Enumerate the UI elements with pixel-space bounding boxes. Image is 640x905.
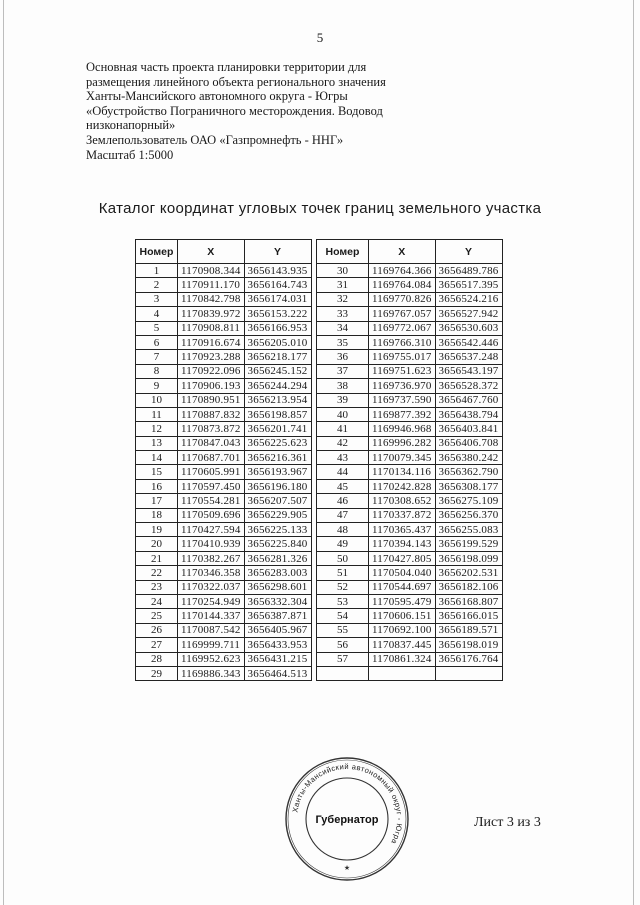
cell-point-number: 3 (136, 292, 178, 306)
governor-seal (283, 755, 411, 883)
table-row (136, 566, 312, 580)
cell-point-number: 53 (317, 594, 369, 608)
header-line: Ханты-Мансийского автономного округа - Югры (86, 89, 348, 104)
cell-point-number: 44 (317, 465, 369, 479)
cell-y: 3656201.741 (244, 422, 311, 436)
cell-y: 3656403.841 (435, 422, 502, 436)
cell-point-number: 30 (317, 264, 369, 278)
cell-point-number: 49 (317, 537, 369, 551)
cell-x: 1170842.798 (178, 292, 245, 306)
cell-point-number: 4 (136, 307, 178, 321)
column-header-number: Номер (317, 240, 369, 264)
table-row (317, 451, 503, 465)
cell-point-number: 24 (136, 594, 178, 608)
cell-x: 1170687.701 (178, 451, 245, 465)
cell-x: 1170365.437 (369, 523, 436, 537)
cell-y: 3656193.967 (244, 465, 311, 479)
cell-y: 3656275.109 (435, 494, 502, 508)
cell-x: 1169736.970 (369, 379, 436, 393)
cell-point-number: 36 (317, 350, 369, 364)
catalog-title: Каталог координат угловых точек границ земельного участка (98, 200, 542, 217)
table-row (136, 594, 312, 608)
cell-point-number: 43 (317, 451, 369, 465)
table-row (136, 379, 312, 393)
cell-point-number (317, 666, 369, 680)
page-number: 5 (316, 30, 324, 45)
table-row (317, 551, 503, 565)
cell-y: 3656225.133 (244, 523, 311, 537)
table-row (136, 278, 312, 292)
cell-y: 3656298.601 (244, 580, 311, 594)
cell-point-number: 11 (136, 407, 178, 421)
table-header-row (317, 240, 503, 264)
cell-point-number: 41 (317, 422, 369, 436)
cell-y: 3656198.019 (435, 638, 502, 652)
cell-y: 3656143.935 (244, 264, 311, 278)
cell-x: 1170322.037 (178, 580, 245, 594)
cell-point-number: 20 (136, 537, 178, 551)
cell-point-number: 9 (136, 379, 178, 393)
table-row (136, 335, 312, 349)
cell-x: 1170144.337 (178, 609, 245, 623)
table-row (317, 537, 503, 551)
table-row (136, 465, 312, 479)
seal-ring-text: Ханты-Мансийский автономный округ - Югра (290, 761, 405, 846)
table-row (136, 666, 312, 680)
sheet-label: Лист 3 из 3 (474, 815, 541, 830)
cell-y: 3656198.857 (244, 407, 311, 421)
cell-y: 3656406.708 (435, 436, 502, 450)
cell-point-number: 57 (317, 652, 369, 666)
cell-x: 1170427.594 (178, 523, 245, 537)
cell-y: 3656256.370 (435, 508, 502, 522)
coordinates-table-right (316, 239, 503, 681)
cell-point-number: 29 (136, 666, 178, 680)
table-row (317, 479, 503, 493)
column-header-y: Y (435, 240, 502, 264)
table-row (136, 551, 312, 565)
cell-point-number: 16 (136, 479, 178, 493)
coordinates-table-left (135, 239, 312, 681)
cell-point-number: 18 (136, 508, 178, 522)
cell-y: 3656216.361 (244, 451, 311, 465)
cell-point-number: 33 (317, 307, 369, 321)
table-row (136, 321, 312, 335)
cell-y: 3656438.794 (435, 407, 502, 421)
table-row (317, 580, 503, 594)
cell-x: 1170923.288 (178, 350, 245, 364)
cell-y: 3656198.099 (435, 551, 502, 565)
cell-x: 1170908.344 (178, 264, 245, 278)
cell-x: 1169886.343 (178, 666, 245, 680)
table-row (317, 422, 503, 436)
table-row (136, 393, 312, 407)
column-header-number: Номер (136, 240, 178, 264)
table-row (136, 652, 312, 666)
cell-x: 1170544.697 (369, 580, 436, 594)
cell-x: 1170873.872 (178, 422, 245, 436)
table-row (317, 623, 503, 637)
table-row (136, 494, 312, 508)
table-row (317, 278, 503, 292)
cell-y: 3656207.507 (244, 494, 311, 508)
table-row (136, 508, 312, 522)
cell-y: 3656387.871 (244, 609, 311, 623)
cell-y: 3656281.326 (244, 551, 311, 565)
cell-x: 1169751.623 (369, 364, 436, 378)
cell-point-number: 13 (136, 436, 178, 450)
column-header-x: X (369, 240, 436, 264)
cell-y: 3656332.304 (244, 594, 311, 608)
cell-y: 3656380.242 (435, 451, 502, 465)
header-line: размещения линейного объекта регионального значения (86, 74, 386, 89)
column-header-y: Y (244, 240, 311, 264)
cell-point-number: 47 (317, 508, 369, 522)
table-row (317, 566, 503, 580)
cell-y: 3656153.222 (244, 307, 311, 321)
cell-y: 3656229.905 (244, 508, 311, 522)
column-header-x: X (178, 240, 245, 264)
table-row (317, 609, 503, 623)
table-row (317, 393, 503, 407)
cell-x: 1169772.067 (369, 321, 436, 335)
cell-x: 1170079.345 (369, 451, 436, 465)
cell-y: 3656405.967 (244, 623, 311, 637)
cell-point-number: 26 (136, 623, 178, 637)
cell-x: 1170254.949 (178, 594, 245, 608)
cell-y: 3656202.531 (435, 566, 502, 580)
table-row (317, 379, 503, 393)
table-row (317, 364, 503, 378)
cell-point-number: 19 (136, 523, 178, 537)
table-row (136, 451, 312, 465)
table-row (136, 638, 312, 652)
cell-point-number: 50 (317, 551, 369, 565)
cell-x: 1169767.057 (369, 307, 436, 321)
cell-y: 3656431.215 (244, 652, 311, 666)
cell-y: 3656176.764 (435, 652, 502, 666)
cell-y: 3656527.942 (435, 307, 502, 321)
table-row (317, 494, 503, 508)
table-row (136, 407, 312, 421)
table-row (317, 594, 503, 608)
cell-point-number: 7 (136, 350, 178, 364)
cell-x: 1170839.972 (178, 307, 245, 321)
cell-x: 1170887.832 (178, 407, 245, 421)
cell-point-number: 28 (136, 652, 178, 666)
cell-x: 1170242.828 (369, 479, 436, 493)
cell-point-number: 37 (317, 364, 369, 378)
cell-y: 3656205.010 (244, 335, 311, 349)
table-row (136, 422, 312, 436)
cell-point-number: 55 (317, 623, 369, 637)
cell-point-number: 21 (136, 551, 178, 565)
table-row (136, 523, 312, 537)
cell-y: 3656433.953 (244, 638, 311, 652)
table-row (317, 264, 503, 278)
right-page-edge (633, 0, 634, 905)
cell-x: 1170597.450 (178, 479, 245, 493)
cell-y: 3656489.786 (435, 264, 502, 278)
cell-x: 1169946.968 (369, 422, 436, 436)
cell-y: 3656537.248 (435, 350, 502, 364)
cell-y: 3656362.790 (435, 465, 502, 479)
cell-point-number: 46 (317, 494, 369, 508)
cell-point-number: 38 (317, 379, 369, 393)
cell-x: 1170847.043 (178, 436, 245, 450)
cell-x: 1170427.805 (369, 551, 436, 565)
table-row (317, 436, 503, 450)
table-row (317, 666, 503, 680)
cell-x: 1169755.017 (369, 350, 436, 364)
cell-y: 3656225.840 (244, 537, 311, 551)
cell-y: 3656464.513 (244, 666, 311, 680)
cell-x: 1169877.392 (369, 407, 436, 421)
cell-x: 1169770.826 (369, 292, 436, 306)
cell-y: 3656245.152 (244, 364, 311, 378)
seal-star-icon: ★ (343, 865, 351, 872)
cell-x: 1170890.951 (178, 393, 245, 407)
cell-point-number: 10 (136, 393, 178, 407)
table-row (136, 436, 312, 450)
cell-y: 3656164.743 (244, 278, 311, 292)
header-line: «Обустройство Пограничного месторождения. Водовод (86, 103, 383, 118)
cell-x: 1169764.084 (369, 278, 436, 292)
cell-y: 3656166.015 (435, 609, 502, 623)
cell-y: 3656283.003 (244, 566, 311, 580)
cell-point-number: 42 (317, 436, 369, 450)
cell-x: 1170605.991 (178, 465, 245, 479)
cell-point-number: 8 (136, 364, 178, 378)
cell-x (369, 666, 436, 680)
cell-point-number: 40 (317, 407, 369, 421)
cell-y: 3656528.372 (435, 379, 502, 393)
cell-point-number: 54 (317, 609, 369, 623)
table-row (317, 307, 503, 321)
table-row (317, 350, 503, 364)
cell-point-number: 5 (136, 321, 178, 335)
document-header (86, 60, 416, 162)
left-page-edge (3, 0, 4, 905)
cell-y: 3656174.031 (244, 292, 311, 306)
table-row (136, 537, 312, 551)
header-line: Основная часть проекта планировки территории для (86, 60, 367, 74)
cell-x: 1170509.696 (178, 508, 245, 522)
cell-x: 1170692.100 (369, 623, 436, 637)
cell-x: 1169999.711 (178, 638, 245, 652)
cell-x: 1169764.366 (369, 264, 436, 278)
cell-point-number: 2 (136, 278, 178, 292)
cell-y: 3656225.623 (244, 436, 311, 450)
table-row (136, 350, 312, 364)
cell-y: 3656196.180 (244, 479, 311, 493)
cell-x: 1170554.281 (178, 494, 245, 508)
cell-x: 1169952.623 (178, 652, 245, 666)
cell-y: 3656543.197 (435, 364, 502, 378)
cell-x: 1170346.358 (178, 566, 245, 580)
cell-x: 1170606.151 (369, 609, 436, 623)
cell-x: 1170337.872 (369, 508, 436, 522)
cell-x: 1170916.674 (178, 335, 245, 349)
cell-x: 1170308.652 (369, 494, 436, 508)
table-row (317, 321, 503, 335)
cell-point-number: 15 (136, 465, 178, 479)
cell-y: 3656255.083 (435, 523, 502, 537)
cell-y: 3656168.807 (435, 594, 502, 608)
cell-point-number: 31 (317, 278, 369, 292)
cell-point-number: 23 (136, 580, 178, 594)
table-row (136, 623, 312, 637)
table-row (136, 292, 312, 306)
cell-x: 1170410.939 (178, 537, 245, 551)
cell-y: 3656182.106 (435, 580, 502, 594)
cell-x: 1170911.170 (178, 278, 245, 292)
table-row (317, 508, 503, 522)
cell-point-number: 6 (136, 335, 178, 349)
table-row (136, 479, 312, 493)
cell-point-number: 14 (136, 451, 178, 465)
cell-y: 3656308.177 (435, 479, 502, 493)
header-line: Землепользователь ОАО «Газпромнефть - ННГ» (86, 132, 344, 147)
cell-point-number: 45 (317, 479, 369, 493)
cell-point-number: 48 (317, 523, 369, 537)
cell-x: 1170595.479 (369, 594, 436, 608)
cell-point-number: 51 (317, 566, 369, 580)
cell-point-number: 17 (136, 494, 178, 508)
cell-point-number: 12 (136, 422, 178, 436)
cell-point-number: 35 (317, 335, 369, 349)
table-row (136, 364, 312, 378)
table-header-row (136, 240, 312, 264)
cell-y: 3656467.760 (435, 393, 502, 407)
cell-x: 1170134.116 (369, 465, 436, 479)
cell-x: 1170394.143 (369, 537, 436, 551)
cell-y: 3656542.446 (435, 335, 502, 349)
table-row (317, 335, 503, 349)
cell-x: 1169737.590 (369, 393, 436, 407)
cell-point-number: 22 (136, 566, 178, 580)
cell-y: 3656218.177 (244, 350, 311, 364)
cell-x: 1169996.282 (369, 436, 436, 450)
table-row (136, 580, 312, 594)
cell-x: 1169766.310 (369, 335, 436, 349)
cell-y: 3656189.571 (435, 623, 502, 637)
cell-y: 3656166.953 (244, 321, 311, 335)
cell-point-number: 52 (317, 580, 369, 594)
table-row (317, 652, 503, 666)
seal-center-text: Губернатор (315, 814, 379, 826)
cell-point-number: 32 (317, 292, 369, 306)
cell-point-number: 39 (317, 393, 369, 407)
cell-point-number: 1 (136, 264, 178, 278)
cell-point-number: 34 (317, 321, 369, 335)
cell-x: 1170382.267 (178, 551, 245, 565)
cell-x: 1170861.324 (369, 652, 436, 666)
table-row (317, 292, 503, 306)
table-row (136, 307, 312, 321)
table-row (317, 465, 503, 479)
table-row (136, 264, 312, 278)
cell-y: 3656524.216 (435, 292, 502, 306)
header-line: низконапорный» (86, 118, 176, 133)
table-row (317, 523, 503, 537)
table-row (317, 407, 503, 421)
cell-y: 3656199.529 (435, 537, 502, 551)
cell-point-number: 56 (317, 638, 369, 652)
cell-x: 1170504.040 (369, 566, 436, 580)
cell-point-number: 27 (136, 638, 178, 652)
cell-x: 1170922.096 (178, 364, 245, 378)
header-line: Масштаб 1:5000 (86, 147, 174, 162)
cell-y: 3656517.395 (435, 278, 502, 292)
table-row (136, 609, 312, 623)
cell-x: 1170908.811 (178, 321, 245, 335)
cell-point-number: 25 (136, 609, 178, 623)
table-row (317, 638, 503, 652)
cell-y (435, 666, 502, 680)
cell-x: 1170906.193 (178, 379, 245, 393)
cell-y: 3656213.954 (244, 393, 311, 407)
cell-y: 3656530.603 (435, 321, 502, 335)
cell-y: 3656244.294 (244, 379, 311, 393)
cell-x: 1170837.445 (369, 638, 436, 652)
cell-x: 1170087.542 (178, 623, 245, 637)
